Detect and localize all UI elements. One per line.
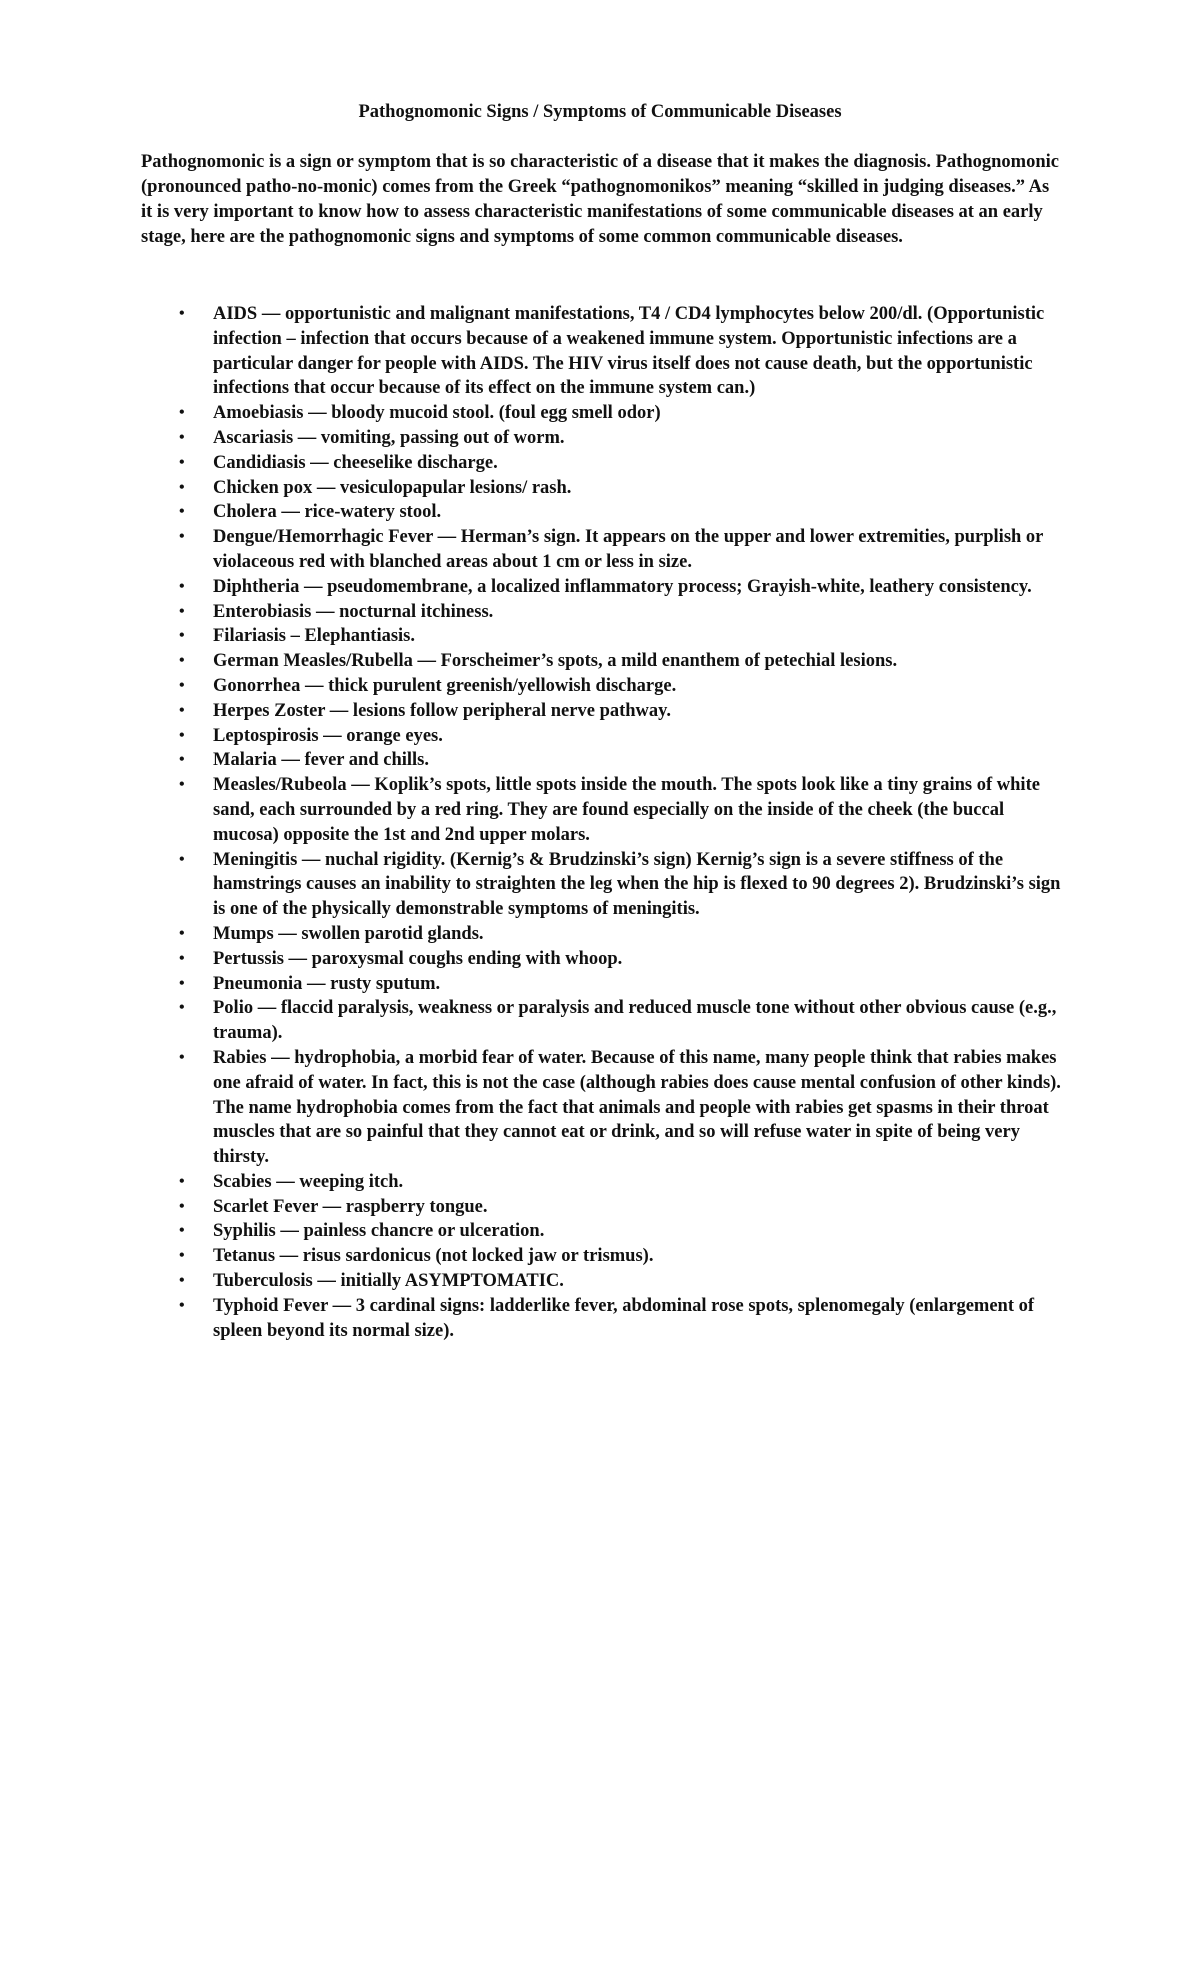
list-item <box>179 773 1073 847</box>
list-item-text: Polio — flaccid paralysis, weakness or paralysis and reduced muscle tone without other obvious cause (e.g., trauma). <box>213 998 1057 1044</box>
list-item <box>179 426 1073 451</box>
list-item <box>179 972 1073 997</box>
list-item-text: Leptospirosis — orange eyes. <box>213 725 443 746</box>
bullet-glyph: • <box>179 850 185 868</box>
list-item <box>179 525 1073 575</box>
list-item <box>179 1219 1073 1244</box>
bullet-glyph: • <box>179 999 185 1017</box>
list-item <box>179 401 1073 426</box>
bullet-glyph: • <box>179 404 185 422</box>
bullet-glyph: • <box>179 1048 185 1066</box>
list-item <box>179 848 1073 922</box>
list-item-text: Syphilis — painless chancre or ulceration. <box>213 1221 545 1242</box>
list-item-text: Meningitis — nuchal rigidity. (Kernig’s & Brudzinski’s sign) Kernig’s sign is a severe stiffness of the hamstrings causes an inability to straighten the leg when the hip is flexed to 90 degrees 2). Brudzinski’s sign is one of the physically demonstrable symptoms of meningitis. <box>213 849 1061 920</box>
bullet-glyph: • <box>179 949 185 967</box>
list-item <box>179 649 1073 674</box>
bullet-glyph: • <box>179 478 185 496</box>
bullet-glyph: • <box>179 726 185 744</box>
bullet-glyph: • <box>179 652 185 670</box>
bullet-glyph: • <box>179 676 185 694</box>
list-item-text: Scabies — weeping itch. <box>213 1171 404 1192</box>
list-item-text: AIDS — opportunistic and malignant manifestations, T4 / CD4 lymphocytes below 200/dl. (Opportunistic infection – infection that occurs because of a weakened immune system. Opportunistic infections are a particular danger for people with AIDS. The HIV virus itself does not cause death, but the opportunistic infections that occur because of its effect on the immune system can.) <box>213 304 1045 399</box>
list-item <box>179 996 1073 1046</box>
list-item <box>179 1269 1073 1294</box>
bullet-glyph: • <box>179 453 185 471</box>
list-item-text: Ascariasis — vomiting, passing out of worm. <box>213 427 565 448</box>
list-item <box>179 600 1073 625</box>
list-item-text: German Measles/Rubella — Forscheimer’s spots, a mild enanthem of petechial lesions. <box>213 651 898 672</box>
list-item <box>179 302 1073 401</box>
list-item-text: Pertussis — paroxysmal coughs ending with whoop. <box>213 948 623 969</box>
list-item-text: Malaria — fever and chills. <box>213 750 429 771</box>
list-item <box>179 1294 1073 1344</box>
list-item <box>179 922 1073 947</box>
bullet-glyph: • <box>179 305 185 322</box>
list-item-text: Gonorrhea — thick purulent greenish/yellowish discharge. <box>213 675 677 696</box>
list-item-text: Cholera — rice-watery stool. <box>213 502 442 523</box>
bullet-glyph: • <box>179 751 185 769</box>
bullet-glyph: • <box>179 428 185 446</box>
list-item <box>179 748 1073 773</box>
bullet-glyph: • <box>179 924 185 942</box>
list-item <box>179 724 1073 749</box>
list-item-text: Scarlet Fever — raspberry tongue. <box>213 1196 488 1217</box>
list-item <box>179 947 1073 972</box>
intro-paragraph: Pathognomonic is a sign or symptom that is so characteristic of a disease that it makes the diagnosis. Pathognomonic (pronounced patho-no-monic) comes from the Greek “pathognomonikos” meaning “skilled in judging diseases.” As it is very important to know how to assess characteristic manifestations of some communicable diseases at an early stage, here are the pathognomonic signs and symptoms of some common communicable diseases. <box>141 152 1059 247</box>
list-item-text: Tuberculosis — initially ASYMPTOMATIC. <box>213 1271 564 1292</box>
bullet-glyph: • <box>179 627 185 645</box>
list-item-text: Diphtheria — pseudomembrane, a localized inflammatory process; Grayish-white, leathery consistency. <box>213 576 1032 597</box>
page-title: Pathognomonic Signs / Symptoms of Communicable Diseases <box>358 102 842 122</box>
list-item-text: Rabies — hydrophobia, a morbid fear of water. Because of this name, many people think that rabies makes one afraid of water. In fact, this is not the case (although rabies does cause mental confusion of other kinds). The name hydrophobia comes from the fact that animals and people with rabies get spasms in their throat muscles that are so painful that they cannot eat or drink, and so will refuse water in spite of being very thirsty. <box>213 1047 1061 1168</box>
bullet-glyph: • <box>179 528 185 546</box>
list-item-text: Amoebiasis — bloody mucoid stool. (foul egg smell odor) <box>213 403 661 424</box>
list-item-text: Candidiasis — cheeselike discharge. <box>213 452 498 473</box>
list-item <box>179 1195 1073 1220</box>
bullet-glyph: • <box>179 1172 185 1190</box>
bullet-glyph: • <box>179 974 185 992</box>
list-item <box>179 624 1073 649</box>
bullet-glyph: • <box>179 1296 185 1314</box>
bullet-glyph: • <box>179 503 185 521</box>
list-item <box>179 476 1073 501</box>
list-item-text: Measles/Rubeola — Koplik’s spots, little spots inside the mouth. The spots look like a tiny grains of white sand, each surrounded by a red ring. They are found especially on the inside of the cheek (the buccal mucosa) opposite the 1st and 2nd upper molars. <box>213 775 1040 845</box>
list-item <box>179 674 1073 699</box>
bullet-glyph: • <box>179 1272 185 1290</box>
list-item-text: Dengue/Hemorrhagic Fever — Herman’s sign. It appears on the upper and lower extremities, purplish or violaceous red with blanched areas about 1 cm or less in size. <box>213 527 1044 572</box>
bullet-glyph: • <box>179 1247 185 1265</box>
list-item <box>179 699 1073 724</box>
list-item-text: Filariasis – Elephantiasis. <box>213 626 415 647</box>
list-item-text: Enterobiasis — nocturnal itchiness. <box>213 601 494 622</box>
list-item-text: Tetanus — risus sardonicus (not locked jaw or trismus). <box>213 1246 654 1267</box>
list-item-text: Mumps — swollen parotid glands. <box>213 923 484 944</box>
list-item-text: Typhoid Fever — 3 cardinal signs: ladderlike fever, abdominal rose spots, splenomegaly (enlargement of spleen beyond its normal size). <box>213 1295 1035 1341</box>
bullet-glyph: • <box>179 776 185 794</box>
list-item <box>179 1244 1073 1269</box>
disease-list <box>179 302 1073 1343</box>
list-item <box>179 500 1073 525</box>
list-item <box>179 1046 1073 1170</box>
bullet-glyph: • <box>179 602 185 620</box>
list-item <box>179 451 1073 476</box>
list-item <box>179 1170 1073 1195</box>
list-item-text: Chicken pox — vesiculopapular lesions/ rash. <box>213 477 572 498</box>
bullet-glyph: • <box>179 1197 185 1215</box>
list-item-text: Pneumonia — rusty sputum. <box>213 973 441 994</box>
bullet-glyph: • <box>179 577 185 595</box>
bullet-glyph: • <box>179 1222 185 1240</box>
bullet-glyph: • <box>179 701 185 719</box>
list-item-text: Herpes Zoster — lesions follow peripheral nerve pathway. <box>213 700 672 721</box>
list-item <box>179 575 1073 600</box>
